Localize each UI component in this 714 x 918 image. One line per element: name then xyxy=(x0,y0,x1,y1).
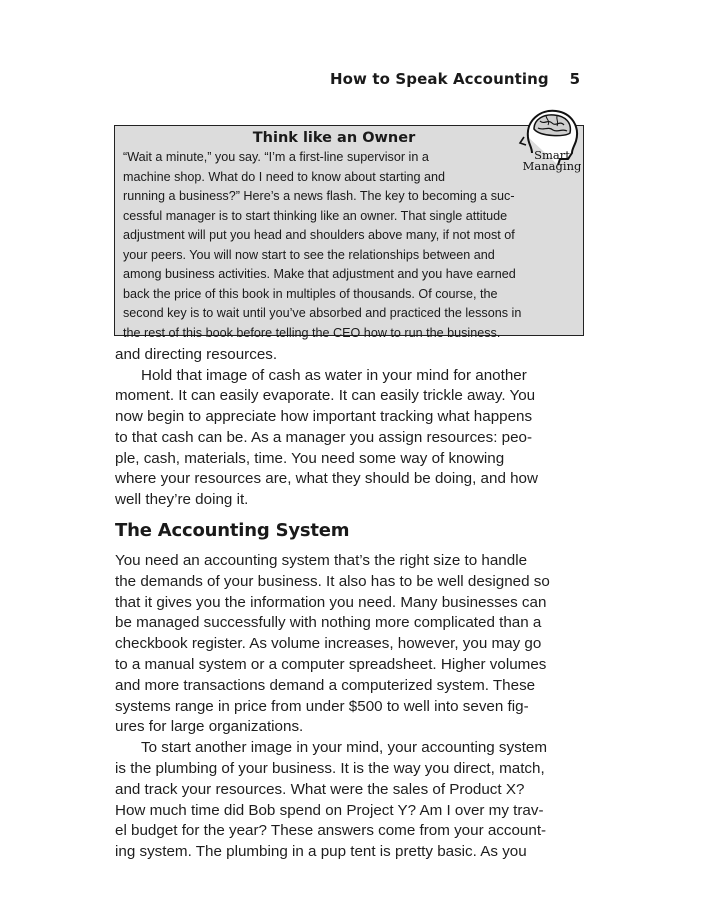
text-line: To start another image in your mind, your accounting system xyxy=(141,739,548,757)
sidebar-line: adjustment will put you head and shoulders above many, if not most of xyxy=(123,228,515,242)
logo-word-smart: Smart xyxy=(534,148,570,162)
text-line: moment. It can easily evaporate. It can easily trickle away. You xyxy=(115,387,536,405)
text-line: that it gives you the information you need. Many businesses can xyxy=(115,593,547,611)
text-line: now begin to appreciate how important tracking what happens xyxy=(115,408,533,426)
text-line: el budget for the year? These answers come from your account- xyxy=(115,822,547,840)
sidebar-line: “Wait a minute,” you say. “I’m a first-line supervisor in a xyxy=(123,150,429,164)
text-line: to a manual system or a computer spreadsheet. Higher volumes xyxy=(115,656,547,673)
text-line: You need an accounting system that’s the right size to handle xyxy=(115,552,528,569)
text-line: the demands of your business. It also has to be well designed so xyxy=(115,572,550,590)
text-line: is the plumbing of your business. It is the way you direct, match, xyxy=(115,760,545,777)
text-line: be managed successfully with nothing more complicated than a xyxy=(115,614,542,632)
page-number: 5 xyxy=(569,70,580,88)
sidebar-line: your peers. You will now start to see the relationships between and xyxy=(123,247,495,262)
running-head xyxy=(318,68,584,92)
sidebar-line: second key is to wait until you’ve absorbed and practiced the lessons in xyxy=(123,306,522,320)
logo-word-managing: Managing xyxy=(522,159,582,173)
text-line: to that cash can be. As a manager you assign resources: peo- xyxy=(115,428,533,446)
text-line: Hold that image of cash as water in your mind for another xyxy=(141,366,527,384)
text-line: where your resources are, what they should be doing, and how xyxy=(115,470,538,488)
text-line: systems range in price from under $500 to well into seven fig- xyxy=(115,697,529,715)
sidebar-line: machine shop. What do I need to know about starting and xyxy=(123,169,446,184)
text-line: well they’re doing it. xyxy=(115,490,249,508)
text-line: and more transactions demand a computerized system. These xyxy=(115,676,536,694)
section-heading: The Accounting System xyxy=(115,520,350,541)
sidebar-title: Think like an Owner xyxy=(252,130,416,146)
text-line: ing system. The plumbing in a pup tent is pretty basic. As you xyxy=(115,843,527,861)
smart-managing-logo xyxy=(512,150,592,172)
sidebar-line: among business activities. Make that adjustment and you have earned xyxy=(123,267,516,281)
sidebar-line: back the price of this book in multiples of thousands. Of course, the xyxy=(123,286,498,301)
sidebar-line: cessful manager is to start thinking like an owner. That single attitude xyxy=(123,208,508,223)
text-line: How much time did Bob spend on Project Y? Am I over my trav- xyxy=(115,801,544,819)
running-head-title: How to Speak Accounting xyxy=(330,70,549,88)
text-line: ple, cash, materials, time. You need some way of knowing xyxy=(115,449,505,467)
text-line: checkbook register. As volume increases, however, you may go xyxy=(115,635,542,653)
text-line: and directing resources. xyxy=(115,346,278,363)
text-line: ures for large organizations. xyxy=(115,718,304,736)
sidebar-line: the rest of this book before telling the CEO how to run the business. xyxy=(123,325,501,340)
text-line: and track your resources. What were the sales of Product X? xyxy=(115,780,525,798)
sidebar-line: running a business?” Here’s a news flash. The key to becoming a suc- xyxy=(123,189,515,203)
